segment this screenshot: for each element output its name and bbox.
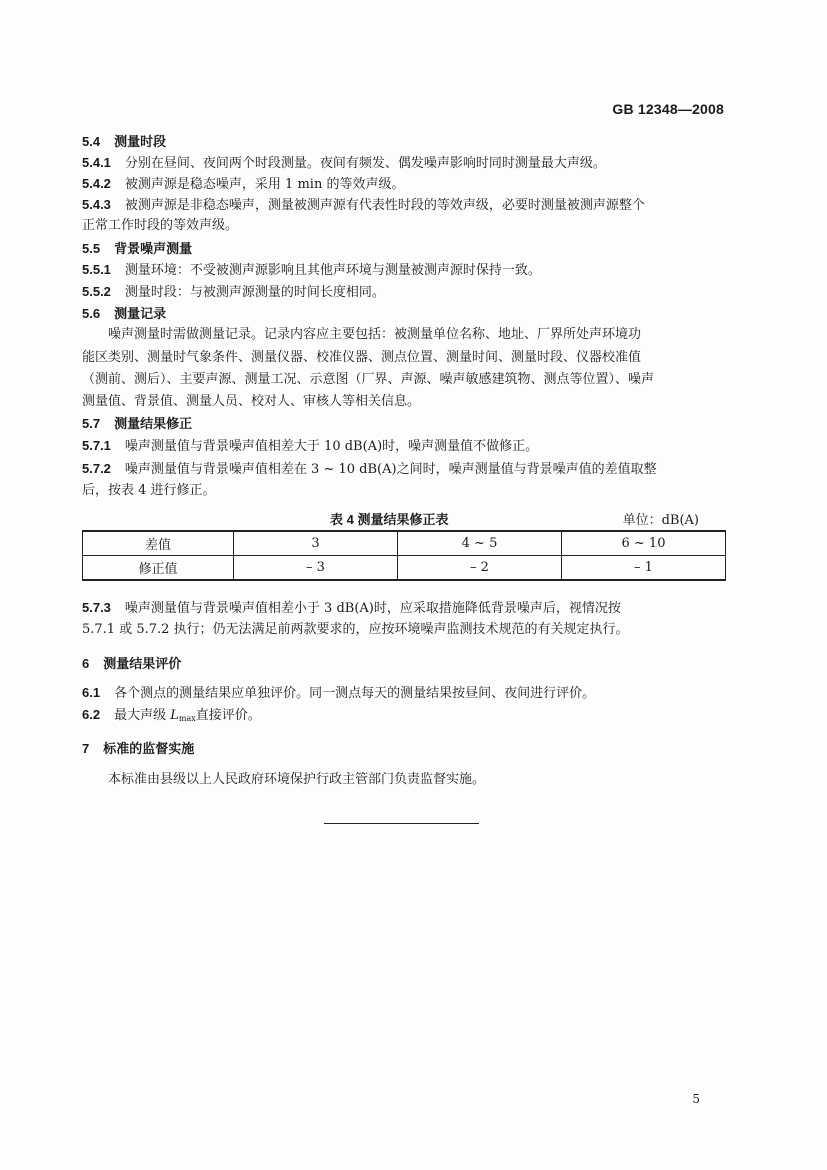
clause-5-7-1: 5.7.1 噪声测量值与背景噪声值相差大于 10 dB(A)时，噪声测量值不做修正。 xyxy=(82,438,539,454)
table-cell: – 3 xyxy=(234,556,398,581)
standard-number-header: GB 12348—2008 xyxy=(612,101,724,117)
section-6-heading: 6 测量结果评价 xyxy=(82,656,182,671)
clause-6-2: 6.2 最大声级 $L_{max}$直接评价。 xyxy=(82,707,261,723)
paragraph-5-6-line3: （测前、测后）、主要声源、测量工况、示意图（厂界、声源、噪声敏感建筑物、测点等位置）、噪声 xyxy=(82,372,655,387)
table-cell: 差值 xyxy=(83,531,234,556)
clause-5-5-1: 5.5.1 测量环境：不受被测声源影响且其他声环境与测量被测声源时保持一致。 xyxy=(82,262,541,278)
section-5-6-heading: 5.6 测量记录 xyxy=(82,306,167,321)
paragraph-7: 本标准由县级以上人民政府环境保护行政主管部门负责监督实施。 xyxy=(108,772,486,787)
end-rule xyxy=(324,823,479,824)
table-4-caption: 表 4 测量结果修正表 xyxy=(330,512,449,527)
section-5-4-heading: 5.4 测量时段 xyxy=(82,134,167,149)
clause-5-7-3-cont: 5.7.1 或 5.7.2 执行；仍无法满足前两款要求的，应按环境噪声监测技术规范的有关规定执行。 xyxy=(82,622,629,637)
table-cell: 4 ~ 5 xyxy=(398,531,562,556)
clause-5-7-2-cont: 后，按表 4 进行修正。 xyxy=(82,483,216,498)
section-5-5-heading: 5.5 背景噪声测量 xyxy=(82,241,193,256)
paragraph-5-6-line1: 噪声测量时需做测量记录。记录内容应主要包括：被测量单位名称、地址、厂界所处声环境功 xyxy=(108,327,642,342)
clause-5-4-3-cont: 正常工作时段的等效声级。 xyxy=(82,218,239,233)
table-cell: 6 ~ 10 xyxy=(562,531,726,556)
table-cell: – 1 xyxy=(562,556,726,581)
paragraph-5-6-line2: 能区类别、测量时气象条件、测量仪器、校准仪器、测点位置、测量时间、测量时段、仪器校准值 xyxy=(82,350,642,365)
table-cell: 3 xyxy=(234,531,398,556)
clause-5-4-1: 5.4.1 分别在昼间、夜间两个时段测量。夜间有频发、偶发噪声影响时同时测量最大声级。 xyxy=(82,155,606,171)
clause-5-4-3: 5.4.3 被测声源是非稳态噪声，测量被测声源有代表性时段的等效声级，必要时测量被测声源整个 xyxy=(82,197,645,213)
clause-5-4-2: 5.4.2 被测声源是稳态噪声，采用 1 min 的等效声级。 xyxy=(82,176,405,192)
clause-5-7-2: 5.7.2 噪声测量值与背景噪声值相差在 3 ~ 10 dB(A)之间时，噪声测量值与背景噪声值的差值取整 xyxy=(82,461,657,477)
clause-5-5-2: 5.5.2 测量时段：与被测声源测量的时间长度相同。 xyxy=(82,284,385,300)
table-cell: 修正值 xyxy=(83,556,234,581)
page-number: 5 xyxy=(692,1092,700,1106)
section-7-heading: 7 标准的监督实施 xyxy=(82,741,195,756)
paragraph-5-6-line4: 测量值、背景值、测量人员、校对人、审核人等相关信息。 xyxy=(82,394,421,409)
table-row xyxy=(83,556,726,581)
clause-5-7-3: 5.7.3 噪声测量值与背景噪声值相差小于 3 dB(A)时，应采取措施降低背景噪声后，视情况按 xyxy=(82,600,621,616)
table-row xyxy=(83,531,726,556)
correction-table xyxy=(82,530,726,581)
section-5-7-heading: 5.7 测量结果修正 xyxy=(82,416,193,431)
table-cell: – 2 xyxy=(398,556,562,581)
table-4-unit: 单位：dB(A) xyxy=(622,513,699,528)
clause-6-1: 6.1 各个测点的测量结果应单独评价。同一测点每天的测量结果按昼间、夜间进行评价。 xyxy=(82,685,596,701)
